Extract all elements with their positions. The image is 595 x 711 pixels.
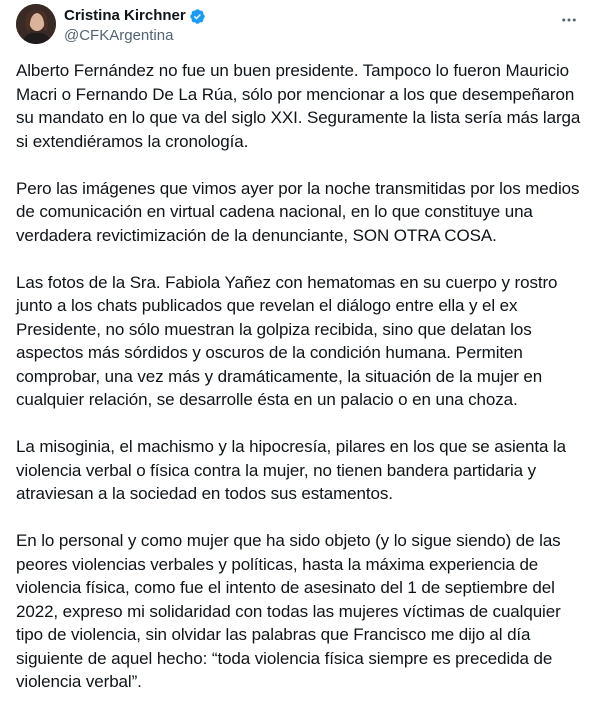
tweet-text bbox=[16, 59, 583, 711]
tweet-paragraph: En lo personal y como mujer que ha sido objeto (y lo sigue siendo) de las peores violencias verbales y políticas, hasta la máxima experiencia de violencia física, como fue el intento de asesinato del 1 de septiembre del 2022, expreso mi solidaridad con todas las mujeres víctimas de cualquier tipo de violencia, sin olvidar las palabras que Francisco me dijo al día siguiente de aquel hecho: “toda violencia física siempre es precedida de violencia verbal”. bbox=[16, 531, 561, 691]
tweet-paragraph: Alberto Fernández no fue un buen presidente. Tampoco lo fueron Mauricio Macri o Fernando De La Rúa, sólo por mencionar a los que desempeñaron su mandato en lo que va del siglo XXI. Seguramente la lista sería más larga si extendiéramos la cronología. bbox=[16, 61, 581, 151]
avatar[interactable] bbox=[16, 4, 56, 44]
tweet-paragraph: Pero las imágenes que vimos ayer por la noche transmitidas por los medios de comunicación en virtual cadena nacional, en lo que constituye una verdadera revictimización de la denunciante, SON OTRA COSA. bbox=[16, 178, 580, 245]
verified-badge-icon bbox=[189, 8, 206, 25]
name-row bbox=[64, 7, 206, 25]
tweet-paragraph: La misoginia, el machismo y la hipocresía, pilares en los que se asienta la violencia verbal o física contra la mujer, no tienen bandera partidaria y atraviesan a la sociedad en todos sus estamentos. bbox=[16, 437, 567, 503]
tweet-header bbox=[16, 4, 583, 48]
author-handle[interactable]: @CFKArgentina bbox=[64, 27, 174, 44]
author-info bbox=[64, 7, 206, 46]
tweet-paragraph: Las fotos de la Sra. Fabiola Yañez con hematomas en su cuerpo y rostro junto a los chats publicados que revelan el diálogo entre ella y el ex Presidente, no sólo muestran la golpiza recibida, sino que delatan los aspectos más sórdidos y oscuros de la condición humana. Permiten comprobar, una vez más y dramáticamente, la situación de la mujer en cualquier relación, se desarrolle ésta en un palacio o en una choza. bbox=[16, 272, 558, 409]
display-name[interactable]: Cristina Kirchner bbox=[64, 7, 186, 24]
more-options-icon[interactable] bbox=[559, 10, 579, 30]
